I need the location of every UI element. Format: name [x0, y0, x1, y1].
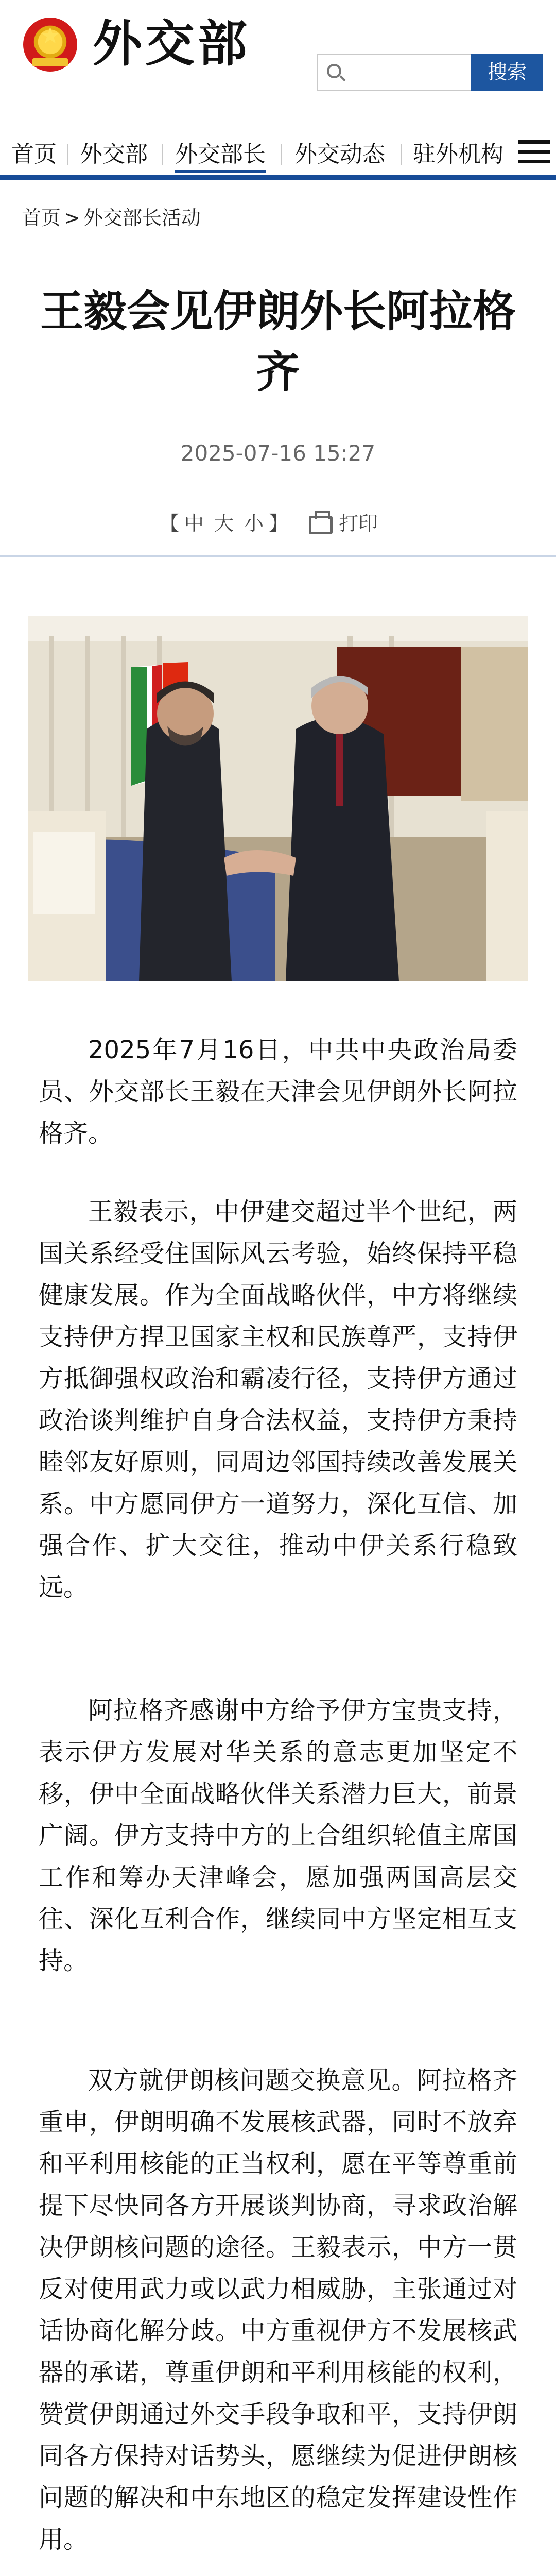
- main-nav: [0, 129, 556, 180]
- font-size-bracket-close: 】: [269, 512, 289, 535]
- font-size-small-button[interactable]: 小: [244, 512, 264, 535]
- nav-item-missions-abroad[interactable]: 驻外机构: [413, 141, 503, 167]
- printer-icon: [309, 516, 333, 534]
- article-photo-handshake: [28, 616, 528, 981]
- nav-item-home[interactable]: 首页: [11, 141, 57, 167]
- article-paragraph-2: 王毅表示，中伊建交超过半个世纪，两国关系经受住国际风云考验，始终保持平稳健康发展。作为全面战略伙伴，中方将继续支持伊方捍卫国家主权和民族尊严，支持伊方抵御强权政治和霸凌行径，支持伊方通过政治谈判维护自身合法权益，支持伊方秉持睦邻友好原则，同周边邻国持续改善发展关系。中方愿同伊方一道努力，深化互信、加强合作、扩大交往，推动中伊关系行稳致远。: [39, 1197, 517, 1602]
- nav-divider: [281, 144, 282, 165]
- handshake-photo-illustration: [28, 616, 528, 981]
- nav-divider: [162, 144, 163, 165]
- site-logo-text[interactable]: 外交部: [93, 14, 250, 73]
- article-paragraph-1: 2025年7月16日，中共中央政治局委员、外交部长王毅在天津会见伊朗外长阿拉格齐。: [39, 1036, 517, 1148]
- breadcrumb: [22, 202, 204, 230]
- search-button[interactable]: 搜索: [471, 54, 543, 91]
- article-paragraph-3: 阿拉格齐感谢中方给予伊方宝贵支持，表示伊方发展对华关系的意志更加坚定不移，伊中全面战略伙伴关系潜力巨大，前景广阔。伊方支持中方的上合组织轮值主席国工作和筹办天津峰会，愿加强两国高层交往、深化互利合作，继续同中方坚定相互支持。: [39, 1696, 517, 1975]
- emblem-base: [32, 58, 68, 66]
- menu-icon[interactable]: [512, 140, 545, 167]
- font-size-large-button[interactable]: 中: [184, 512, 204, 535]
- font-size-bracket-open: 【: [160, 512, 180, 535]
- print-button[interactable]: [309, 507, 378, 536]
- article-title: 王毅会见伊朗外长阿拉格齐: [40, 286, 516, 397]
- nav-divider: [401, 144, 402, 165]
- font-size-medium-button[interactable]: 大: [214, 512, 234, 535]
- breadcrumb-separator: >: [64, 207, 80, 229]
- nav-item-minister[interactable]: 外交部长: [175, 136, 266, 173]
- search-icon: [327, 64, 341, 78]
- breadcrumb-home[interactable]: 首页: [22, 207, 61, 229]
- breadcrumb-current[interactable]: 外交部长活动: [83, 207, 201, 229]
- nav-item-diplomatic-news[interactable]: 外交动态: [294, 141, 385, 167]
- publish-datetime: 2025-07-16 15:27: [180, 440, 376, 466]
- print-label: 打印: [339, 512, 378, 535]
- search-input[interactable]: [317, 54, 471, 91]
- font-size-controls: [160, 507, 288, 536]
- header-divider: [0, 555, 556, 557]
- emblem-star: ★: [40, 23, 61, 49]
- nav-item-ministry[interactable]: 外交部: [80, 141, 148, 167]
- nav-divider: [67, 144, 68, 165]
- site-header: [0, 0, 556, 118]
- article-paragraph-4: 双方就伊朗核问题交换意见。阿拉格齐重申，伊朗明确不发展核武器，同时不放弃和平利用核能的正当权利，愿在平等尊重前提下尽快同各方开展谈判协商，寻求政治解决伊朗核问题的途径。王毅表示，中方一贯反对使用武力或以武力相威胁，主张通过对话协商化解分歧。中方重视伊方不发展核武器的承诺，尊重伊朗和平利用核能的权利，赞赏伊朗通过外交手段争取和平，支持伊朗同各方保持对话势头，愿继续为促进伊朗核问题的解决和中东地区的稳定发挥建设性作用。: [39, 2066, 517, 2554]
- national-emblem-icon[interactable]: [23, 18, 77, 72]
